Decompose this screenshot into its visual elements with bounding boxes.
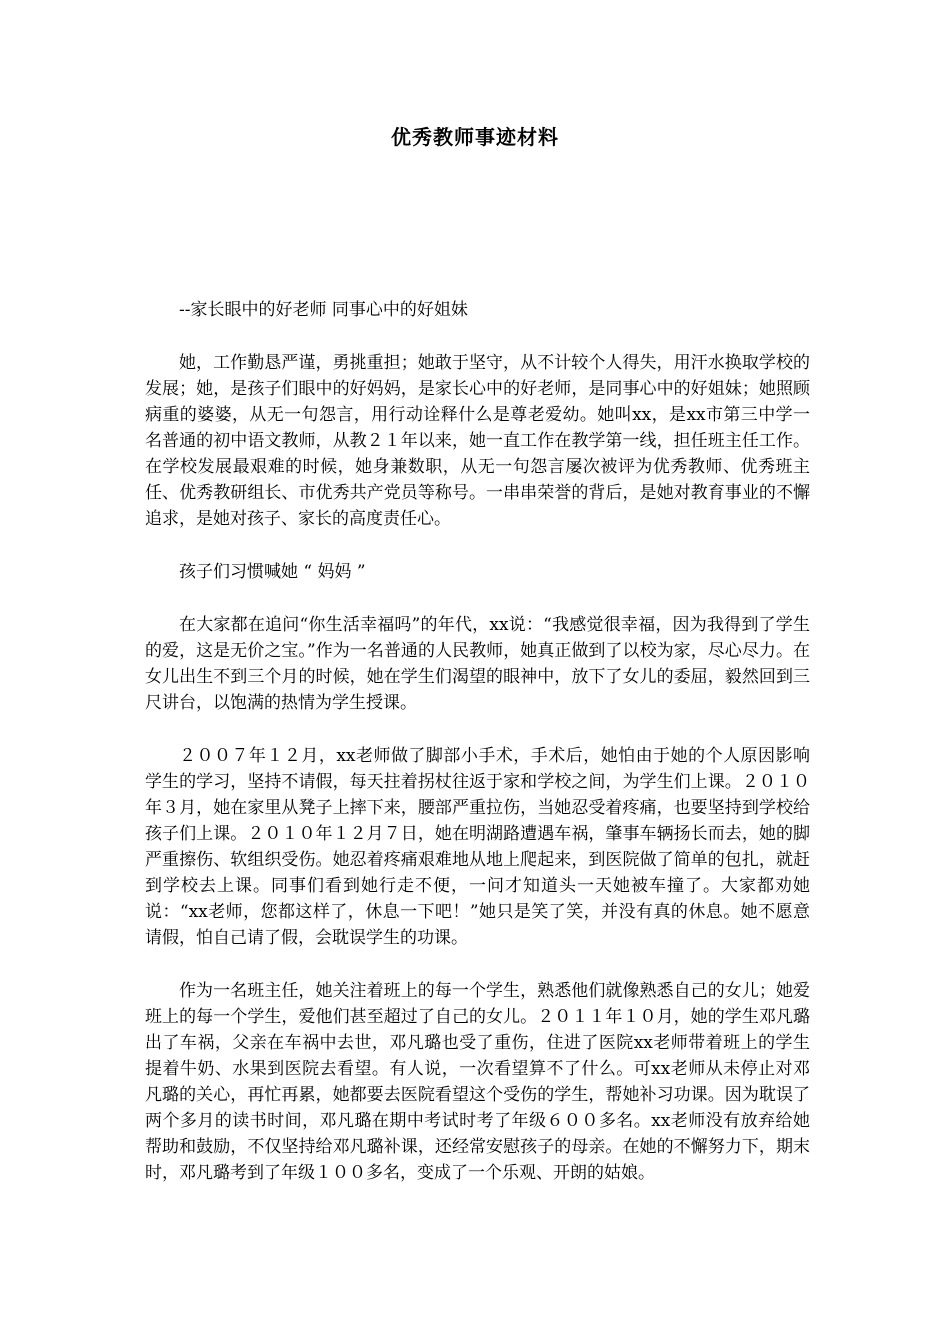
document-subtitle: --家长眼中的好老师 同事心中的好姐妹 xyxy=(179,300,468,320)
paragraph-head-teacher: 作为一名班主任，她关注着班上的每一个学生，熟悉他们就像熟悉自己的女儿；她爱班上的每一个学生，爱他们甚至超过了自己的女儿。２０１１年１０月，她的学生邓凡璐出了车祸，父亲在车祸中去世，邓凡璐也受了重伤，住进了医院xx老师带着班上的学生提着牛奶、水果到医院去看望。有人说，一次看望算不了什么。可xx老师从未停止对邓凡璐的关心，再忙再累，她都要去医院看望这个受伤的学生，帮她补习功课。因为耽误了两个多月的读书时间，邓凡璐在期中考试时考了年级６００多名。xx老师没有放弃给她帮助和鼓励，不仅坚持给邓凡璐补课，还经常安慰孩子的母亲。在她的不懈努力下，期末时，邓凡璐考到了年级１００多名，变成了一个乐观、开朗的姑娘。 xyxy=(145,981,810,1183)
paragraph-intro: 她，工作勤恳严谨，勇挑重担；她敢于坚守，从不计较个人得失，用汗水换取学校的发展；她，是孩子们眼中的好妈妈，是家长心中的好老师，是同事心中的好姐妹；她照顾病重的婆婆，从无一句怨言，用行动诠释什么是尊老爱幼。她叫xx，是xx市第三中学一名普通的初中语文教师，从教２１年以来，她一直工作在教学第一线，担任班主任工作。在学校发展最艰难的时候，她身兼数职，从无一句怨言屡次被评为优秀教师、优秀班主任、优秀教研组长、市优秀共产党员等称号。一串串荣誉的背后，是她对教育事业的不懈追求，是她对孩子、家长的高度责任心。 xyxy=(145,353,810,529)
paragraph-injuries: ２００７年１２月，xx老师做了脚部小手术，手术后，她怕由于她的个人原因影响学生的学习，坚持不请假，每天拄着拐杖往返于家和学校之间，为学生们上课。２０１０年３月，她在家里从凳子上摔下来，腰部严重拉伤，当她忍受着疼痛，也要坚持到学校给孩子们上课。２０１０年１２月７日，她在明湖路遭遇车祸，肇事车辆扬长而去，她的脚严重擦伤、软组织受伤。她忍着疼痛艰难地从地上爬起来，到医院做了简单的包扎，就赶到学校去上课。同事们看到她行走不便，一问才知道头一天她被车撞了。大家都劝她说：“xx老师，您都这样了，休息一下吧！”她只是笑了笑，并没有真的休息。她不愿意请假，怕自己请了假，会耽误学生的功课。 xyxy=(145,746,810,948)
paragraph-happiness: 在大家都在追问“你生活幸福吗”的年代，xx说：“我感觉很幸福，因为我得到了学生的爱，这是无价之宝。”作为一名普通的人民教师，她真正做到了以校为家，尽心尽力。在女儿出生不到三个月的时候，她在学生们渴望的眼神中，放下了女儿的委屈，毅然回到三尺讲台，以饱满的热情为学生授课。 xyxy=(145,615,810,713)
document-body xyxy=(145,297,810,1213)
document-title: 优秀教师事迹材料 xyxy=(391,125,559,149)
section-heading-mama: 孩子们习惯喊她 “ 妈妈 ” xyxy=(179,562,366,582)
